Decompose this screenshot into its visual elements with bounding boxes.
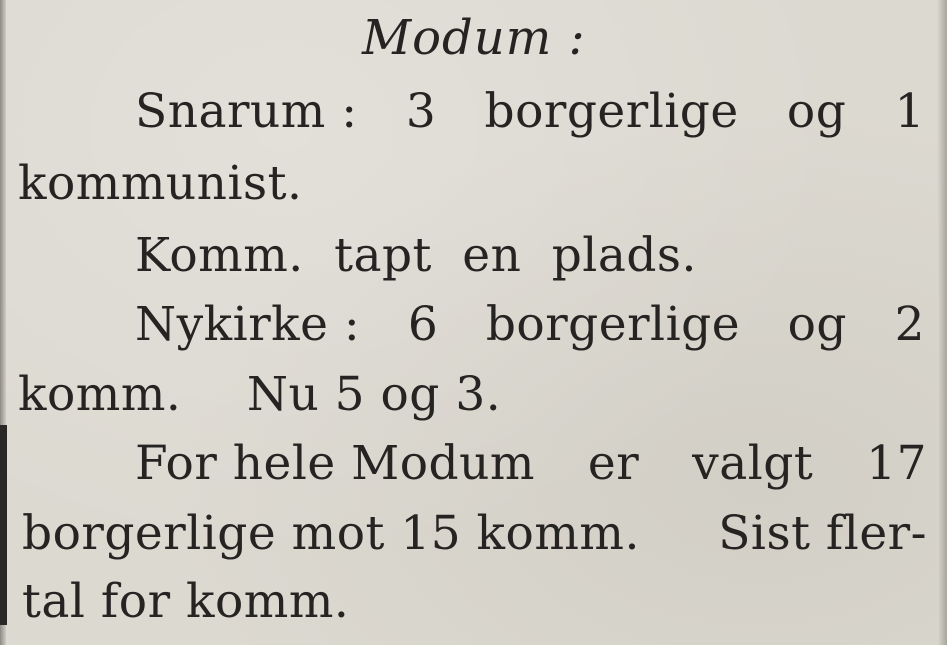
word: Sist fler- [718, 506, 927, 561]
right-page-edge [937, 0, 947, 645]
word: borgerlige mot 15 komm. [22, 506, 640, 561]
text-line-6 [135, 436, 927, 492]
word: 3 [405, 84, 437, 139]
text-line-7 [22, 506, 927, 562]
word: og [786, 84, 847, 139]
text-line-5 [18, 367, 501, 423]
text-line-8 [22, 574, 349, 630]
word: 6 [407, 297, 439, 352]
word: Nykirke : [135, 297, 361, 352]
word: For hele Modum [135, 436, 535, 491]
word: 17 [866, 436, 927, 491]
left-column-rule [0, 425, 7, 625]
word: 2 [894, 297, 925, 352]
word: Komm. [135, 228, 304, 283]
word: kommunist. [18, 156, 303, 211]
word: borgerlige [484, 84, 739, 139]
text-line-3 [135, 228, 697, 284]
text-line-4 [135, 297, 925, 353]
word: og [787, 297, 847, 352]
text-line-2 [18, 156, 302, 212]
word: 1 [894, 84, 925, 139]
word: borgerlige [485, 297, 741, 352]
word: tapt [334, 228, 432, 283]
word: plads. [551, 228, 697, 283]
word: Snarum : [135, 84, 358, 139]
word: Nu 5 og 3. [246, 367, 502, 422]
article-heading: Modum : [362, 10, 586, 66]
word: er [587, 436, 640, 491]
text-line-1 [135, 84, 925, 140]
word: tal for komm. [22, 574, 350, 629]
word: valgt [692, 436, 814, 491]
word: en [462, 228, 522, 283]
word: komm. [18, 367, 182, 422]
